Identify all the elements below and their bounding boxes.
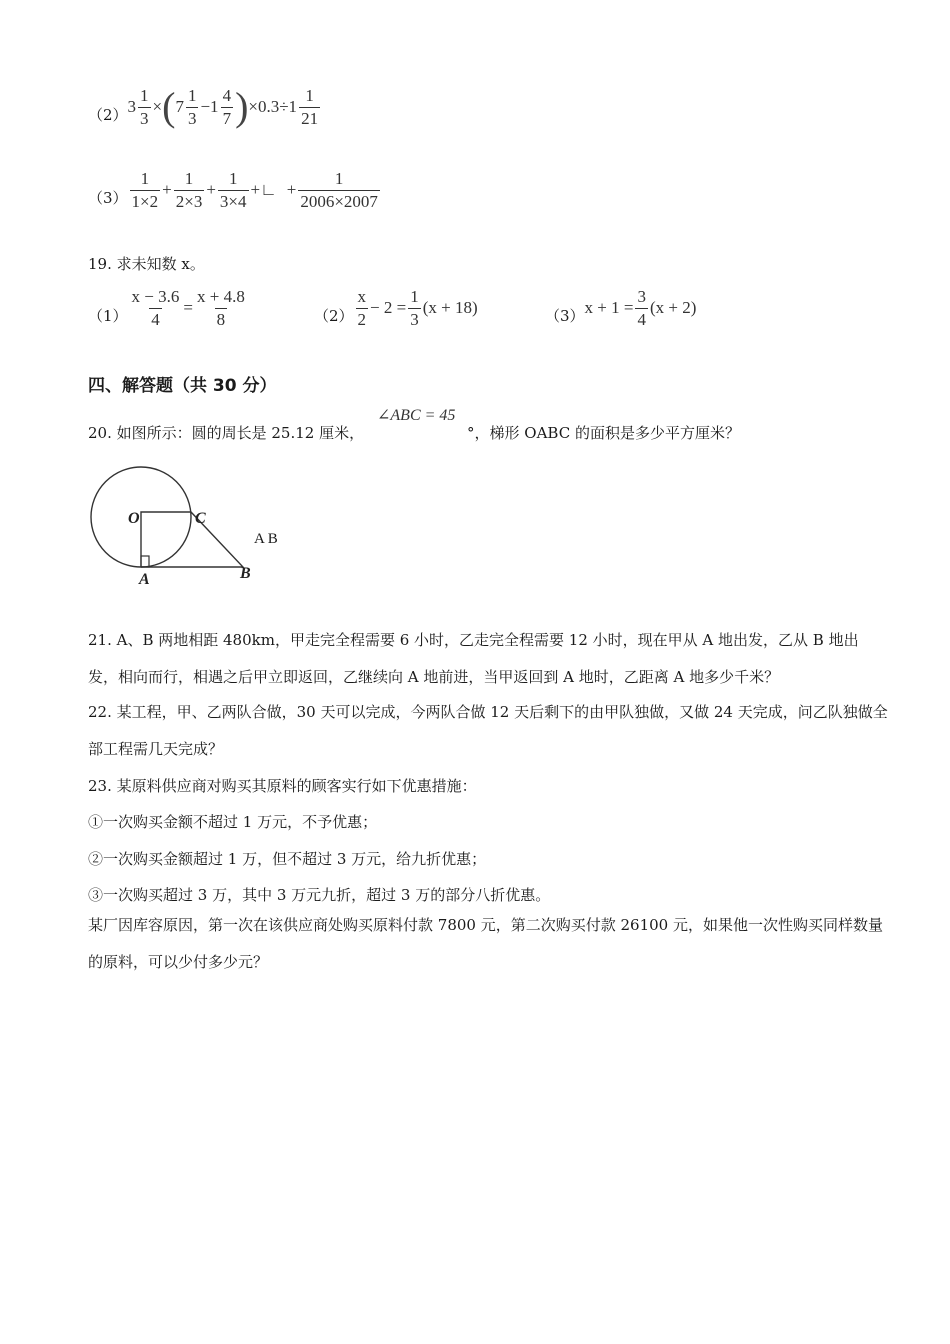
q19-eq2	[314, 283, 478, 333]
operator: − 2 =	[370, 298, 407, 317]
q18-part3-label: （3）	[88, 188, 128, 207]
q23-rule-2: ②一次购买金额超过 1 万，但不超过 3 万元，给九折优惠；	[88, 850, 487, 868]
label-a: A	[139, 571, 150, 588]
q23-rule-1: ①一次购买金额不超过 1 万元，不予优惠；	[88, 813, 378, 831]
q18-part2	[88, 82, 322, 132]
whole-number: 3	[127, 97, 137, 116]
q19-eq1-expression	[128, 288, 249, 329]
operator: =	[183, 298, 193, 317]
fraction: $\frac{x - 3.6}{4}$	[131, 286, 180, 329]
angle-value: ∠ABC = 45	[377, 407, 456, 424]
q19-eq3-expression	[585, 288, 697, 329]
operator: ×	[152, 97, 163, 116]
parenthesized-term: (x + 18)	[422, 298, 478, 317]
q23-title: 23. 某原料供应商对购买其原料的顾客实行如下优惠措施：	[88, 777, 477, 795]
fraction: $\frac{1}{2\times 3}$	[175, 168, 203, 211]
whole-number: 7	[175, 97, 184, 116]
operator: +∟	[250, 180, 277, 199]
q19-eq2-label: （2）	[314, 306, 354, 325]
right-angle-mark	[141, 556, 149, 567]
q18-part2-expression	[127, 84, 323, 129]
fraction: $\frac{1}{3}$	[140, 85, 149, 128]
q20-text-before: 20. 如图所示：圆的周长是 25.12 厘米，	[88, 424, 365, 442]
fraction: 1 3	[187, 85, 197, 128]
left-paren: (	[162, 84, 176, 129]
fraction: $\frac{1}{3}$	[410, 286, 419, 329]
q19-eq1-label: （1）	[88, 306, 128, 325]
trapezoid-circle-figure	[85, 462, 295, 592]
fraction: $\frac{x + 4.8}{8}$	[196, 286, 245, 329]
fraction: 4 7	[222, 85, 232, 128]
q19-eq2-expression	[354, 288, 478, 329]
operator: ×0.3÷1	[248, 97, 298, 116]
label-b: B	[240, 565, 251, 582]
fraction: x 2	[357, 286, 367, 329]
q23-text: 某厂因库容原因，第一次在该供应商处购买原料付款 7800 元，第二次购买付款 26100 元，如果他一次性购买同样数量的原料，可以少付多少元？	[88, 916, 883, 971]
parenthesized-term: (x + 2)	[649, 298, 697, 317]
fraction: 1 21	[301, 85, 319, 128]
trapezoid-oabc	[141, 512, 243, 567]
operator: +	[162, 180, 172, 199]
right-paren: )	[235, 84, 249, 129]
label-c: C	[195, 510, 206, 527]
q20-text-after	[467, 422, 740, 443]
fraction: 1 1×2	[131, 168, 159, 211]
q22-text: 22. 某工程，甲、乙两队合做，30 天可以完成，今两队合做 12 天后剩下的由甲队独做，又做 24 天完成，问乙队独做全部工程需几天完成？	[88, 703, 888, 758]
q18-part3	[88, 165, 382, 215]
operator: x + 1 =	[584, 298, 634, 317]
fraction: $\frac{1}{2006\times 2007}$	[300, 168, 378, 211]
operator: +	[206, 180, 216, 199]
figure-side-note: A B	[254, 531, 278, 547]
label-o: O	[128, 510, 140, 527]
fraction: $\frac{1}{3\times 4}$	[219, 168, 247, 211]
q21-text: 21. A、B 两地相距 480km，甲走完全程需要 6 小时，乙走完全程需要 12 小时，现在甲从 A 地出发，乙从 B 地出发，相向而行，相遇之后甲立即返回，乙继续向 A 地前进，当甲返回到 A 地时，乙距离 A 地多少千米？	[88, 631, 859, 686]
q19-eq1	[88, 283, 249, 333]
fraction: $\frac{3}{4}$	[637, 286, 646, 329]
degree-sign: °	[467, 424, 475, 442]
q20-question: ，梯形 OABC 的面积是多少平方厘米？	[474, 424, 740, 442]
q19-eq3-label: （3）	[545, 306, 585, 325]
q18-part2-label: （2）	[88, 105, 128, 124]
q20-angle-expression	[377, 405, 455, 425]
section-heading: 四、解答题（共 30 分）	[88, 376, 277, 396]
q19-eq3	[545, 283, 696, 333]
q18-part3-expression	[128, 170, 382, 211]
operator: −1	[200, 97, 219, 116]
operator: +	[286, 180, 297, 199]
q23-rule-3: ③一次购买超过 3 万，其中 3 万元九折，超过 3 万的部分八折优惠。	[88, 886, 551, 904]
q19-title: 19. 求未知数 x。	[88, 255, 205, 273]
